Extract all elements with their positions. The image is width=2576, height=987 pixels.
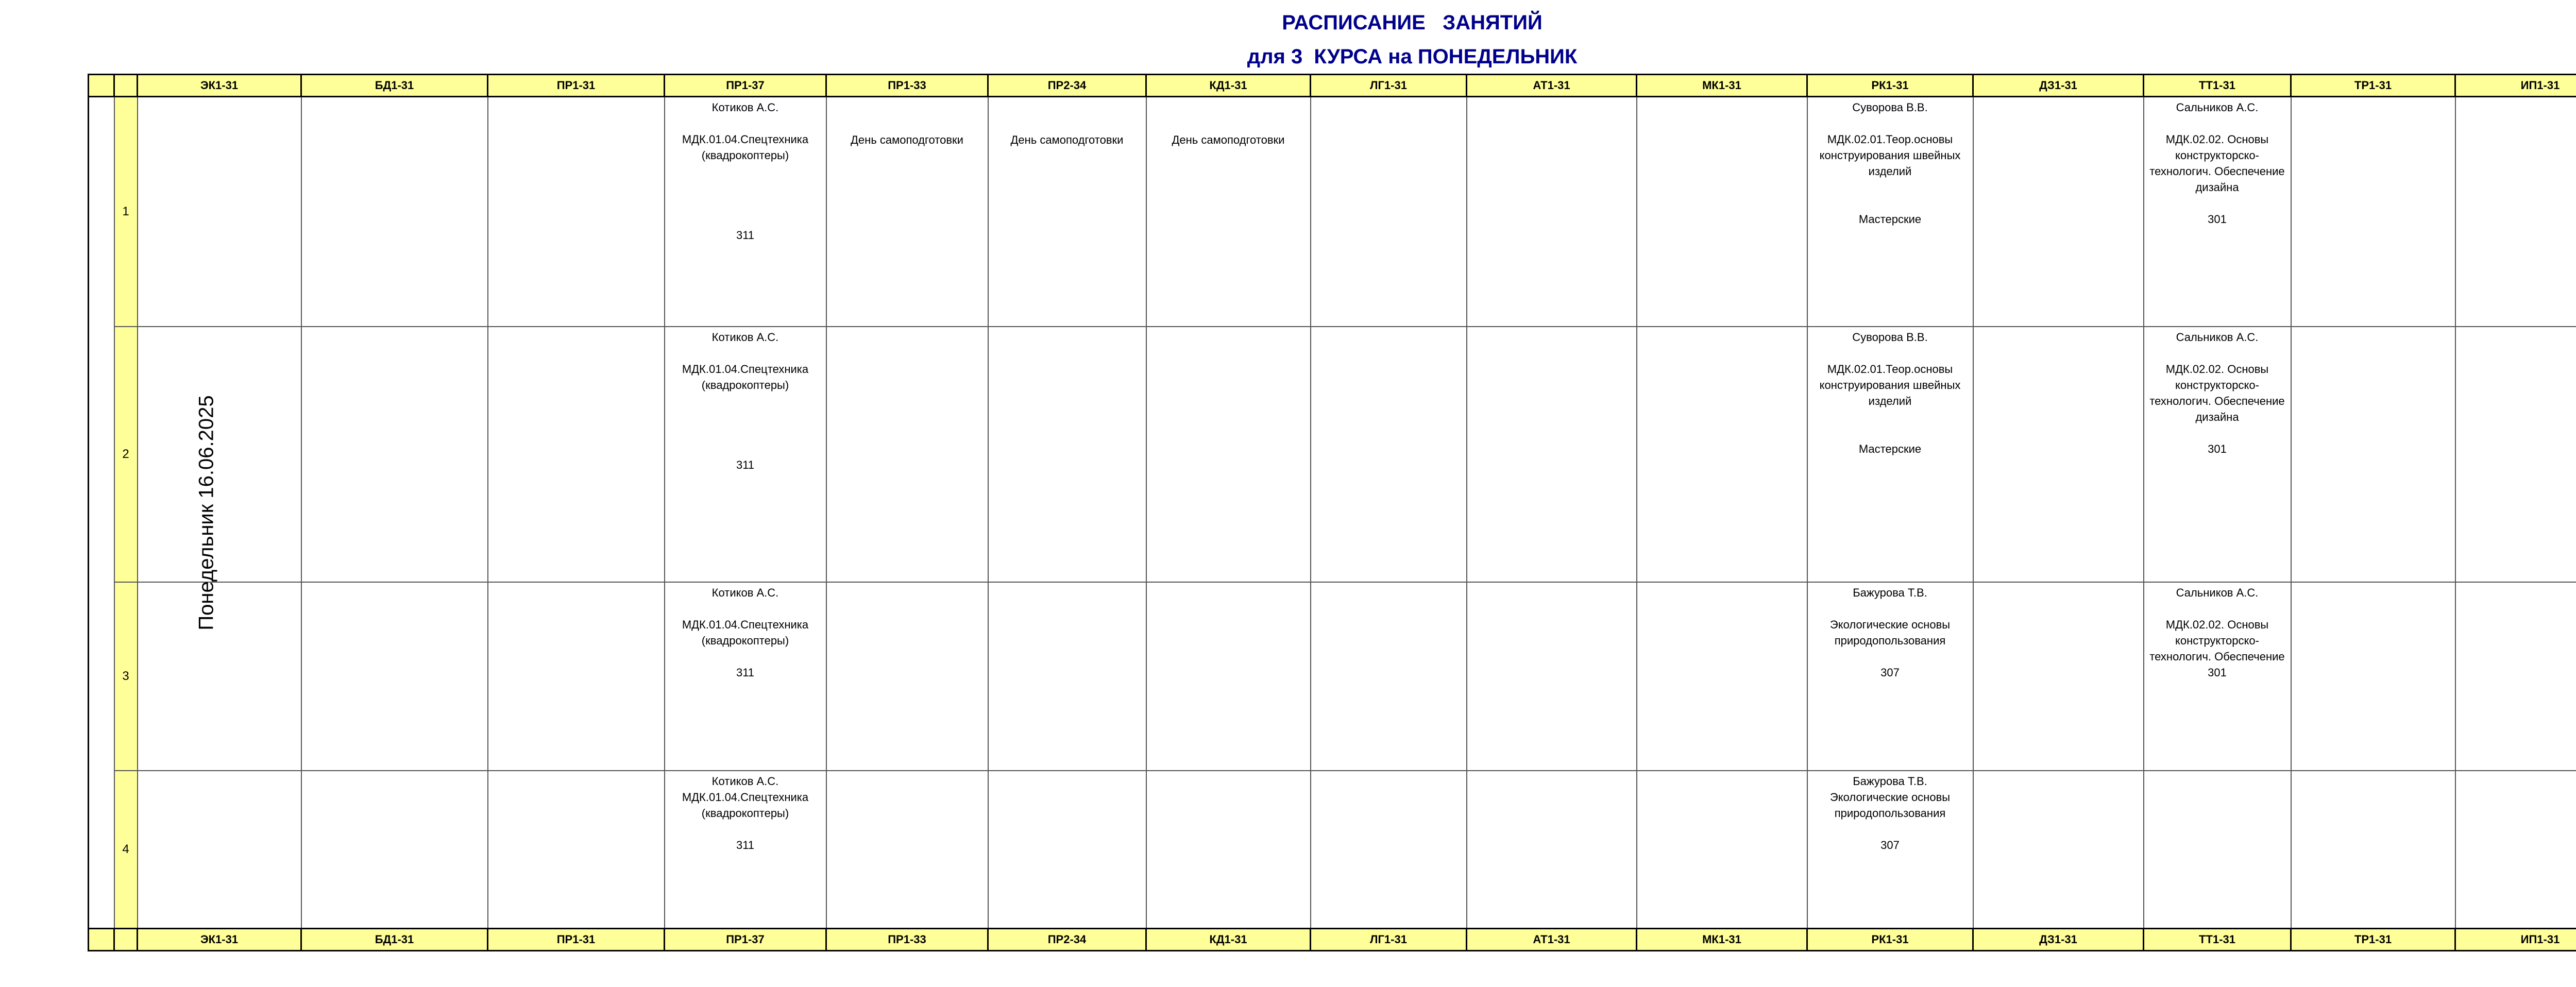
room-number: Мастерские: [1858, 443, 1922, 455]
pair-number: 2: [114, 327, 138, 582]
subject-name: МДК.01.04.Спецтехника (квадрокоптеры): [682, 133, 809, 162]
teacher-name: Суворова В.В.: [1852, 101, 1928, 114]
day-cell: [89, 97, 218, 929]
lesson-cell: [1807, 771, 1973, 929]
schedule-cell: [1311, 771, 1467, 929]
group-footer: ПР1-31: [488, 929, 665, 951]
group-header: ДЗ1-31: [1973, 75, 2144, 97]
group-footer: ТР1-31: [2291, 929, 2455, 951]
room-number: 301: [2208, 666, 2227, 679]
group-header: РК1-31: [1807, 75, 1973, 97]
lesson-cell: [1146, 97, 1311, 327]
teacher-name: Котиков А.С.: [711, 101, 779, 114]
room-number: Мастерские: [1858, 213, 1922, 226]
room-number: 311: [736, 839, 755, 852]
group-footer: БД1-31: [301, 929, 488, 951]
self-study-text: День самоподготовки: [851, 133, 963, 146]
group-footer: МК1-31: [1637, 929, 1807, 951]
schedule-cell: [988, 582, 1146, 771]
schedule-subtitle: для 3 КУРСА на ПОНЕДЕЛЬНИК: [1247, 45, 1578, 68]
group-header: БД1-31: [301, 75, 488, 97]
subject-name: МДК.02.01.Теор.основы конструирования швейных изделий: [1819, 133, 1961, 178]
schedule-cell: [488, 327, 665, 582]
pair-number: 4: [114, 771, 138, 929]
teacher-name: Сальников А.С.: [2176, 101, 2259, 114]
pair-row-2: [89, 327, 2576, 582]
teacher-name: Котиков А.С.: [711, 586, 779, 599]
schedule-cell: [988, 771, 1146, 929]
teacher-name: Сальников А.С.: [2176, 331, 2259, 344]
group-footer: ТТ1-31: [2144, 929, 2291, 951]
schedule-cell: [1311, 327, 1467, 582]
subject-name: МДК.02.02. Основы конструкторско-технологич. Обеспечение: [2149, 618, 2285, 663]
schedule-cell: [1637, 97, 1807, 327]
lesson-cell: [665, 771, 826, 929]
self-study-text: День самоподготовки: [1172, 133, 1285, 146]
pair-row-3: [89, 582, 2576, 771]
schedule-cell: [301, 771, 488, 929]
group-footer: ПР2-34: [988, 929, 1146, 951]
schedule-cell: [2144, 771, 2291, 929]
schedule-cell: [1467, 327, 1637, 582]
lesson-cell: [665, 582, 826, 771]
lesson-cell: [2144, 97, 2291, 327]
teacher-name: Котиков А.С.: [711, 331, 779, 344]
group-header: МК1-31: [1637, 75, 1807, 97]
schedule-cell: [1146, 582, 1311, 771]
group-header: ЭК1-31: [138, 75, 301, 97]
schedule-table: [88, 74, 2576, 951]
header-corner: [89, 75, 114, 97]
schedule-cell: [488, 582, 665, 771]
subject-name: МДК.02.01.Теор.основы конструирования швейных изделий: [1819, 363, 1961, 407]
schedule-cell: [138, 771, 301, 929]
footer-corner: [114, 929, 138, 951]
group-footer: КД1-31: [1146, 929, 1311, 951]
schedule-cell: [488, 771, 665, 929]
pair-row-1: [89, 97, 2576, 327]
schedule-cell: [1311, 582, 1467, 771]
subject-name: МДК.01.04.Спецтехника (квадрокоптеры): [682, 363, 809, 392]
schedule-cell: [2455, 582, 2576, 771]
group-footer: ЛГ1-31: [1311, 929, 1467, 951]
schedule-cell: [826, 582, 988, 771]
schedule-cell: [826, 771, 988, 929]
group-footer: РК1-31: [1807, 929, 1973, 951]
group-header: ПР2-34: [988, 75, 1146, 97]
subject-name: Экологические основы природопользования: [1829, 791, 1951, 820]
group-footer: АТ1-31: [1467, 929, 1637, 951]
subject-name: МДК.01.04.Спецтехника (квадрокоптеры): [682, 791, 809, 820]
header-row-bottom: [89, 929, 2576, 951]
group-footer: ПР1-37: [665, 929, 826, 951]
schedule-cell: [1467, 771, 1637, 929]
schedule-title: РАСПИСАНИЕ ЗАНЯТИЙ: [1282, 11, 1543, 34]
group-header: ПР1-37: [665, 75, 826, 97]
lesson-cell: [2144, 582, 2291, 771]
schedule-cell: [2291, 327, 2455, 582]
self-study-text: День самоподготовки: [1010, 133, 1124, 146]
lesson-cell: [1807, 327, 1973, 582]
schedule-cell: [2455, 327, 2576, 582]
schedule-cell: [1637, 582, 1807, 771]
group-header: ТТ1-31: [2144, 75, 2291, 97]
schedule-cell: [1973, 327, 2144, 582]
group-header: ПР1-31: [488, 75, 665, 97]
day-label: Понедельник 16.06.2025: [195, 395, 218, 631]
lesson-cell: [665, 97, 826, 327]
schedule-cell: [138, 327, 301, 582]
teacher-name: Бажурова Т.В.: [1853, 775, 1927, 788]
schedule-cell: [1637, 771, 1807, 929]
group-footer: ЭК1-31: [138, 929, 301, 951]
group-header: ИП1-31: [2455, 75, 2576, 97]
group-header: ПР1-33: [826, 75, 988, 97]
schedule-cell: [301, 327, 488, 582]
room-number: 311: [736, 229, 755, 242]
schedule-cell: [1973, 97, 2144, 327]
schedule-cell: [826, 327, 988, 582]
lesson-cell: [1807, 582, 1973, 771]
schedule-cell: [1146, 771, 1311, 929]
room-number: 307: [1880, 666, 1900, 679]
schedule-cell: [2291, 582, 2455, 771]
room-number: 311: [736, 458, 755, 471]
schedule-cell: [1973, 582, 2144, 771]
room-number: 301: [2208, 213, 2227, 226]
group-header: ТР1-31: [2291, 75, 2455, 97]
subject-name: МДК.01.04.Спецтехника (квадрокоптеры): [682, 618, 809, 647]
schedule-cell: [2291, 771, 2455, 929]
room-number: 301: [2208, 443, 2227, 455]
teacher-name: Суворова В.В.: [1852, 331, 1928, 344]
subject-name: МДК.02.02. Основы конструкторско-технологич. Обеспечение дизайна: [2149, 133, 2285, 194]
header-corner: [114, 75, 138, 97]
group-header: АТ1-31: [1467, 75, 1637, 97]
schedule-cell: [2455, 97, 2576, 327]
lesson-cell: [2144, 327, 2291, 582]
teacher-name: Бажурова Т.В.: [1853, 586, 1927, 599]
schedule-cell: [1637, 327, 1807, 582]
schedule-cell: [1146, 327, 1311, 582]
lesson-cell: [1807, 97, 1973, 327]
footer-corner: [89, 929, 114, 951]
schedule-cell: [488, 97, 665, 327]
schedule-cell: [1311, 97, 1467, 327]
schedule-cell: [301, 582, 488, 771]
group-footer: ИП1-31: [2455, 929, 2576, 951]
lesson-cell: [826, 97, 988, 327]
teacher-name: Сальников А.С.: [2176, 586, 2259, 599]
pair-number: 3: [114, 582, 138, 771]
group-header: ЛГ1-31: [1311, 75, 1467, 97]
group-footer: ПР1-33: [826, 929, 988, 951]
teacher-name: Котиков А.С.: [711, 775, 779, 788]
schedule-cell: [1973, 771, 2144, 929]
schedule-cell: [2455, 771, 2576, 929]
schedule-cell: [1467, 97, 1637, 327]
room-number: 311: [736, 666, 755, 679]
schedule-cell: [138, 582, 301, 771]
schedule-cell: [301, 97, 488, 327]
subject-name: МДК.02.02. Основы конструкторско-технологич. Обеспечение дизайна: [2149, 363, 2285, 423]
lesson-cell: [665, 327, 826, 582]
subject-name: Экологические основы природопользования: [1829, 618, 1951, 647]
header-row-top: [89, 75, 2576, 97]
schedule-cell: [138, 97, 301, 327]
pair-number: 1: [114, 97, 138, 327]
group-footer: ДЗ1-31: [1973, 929, 2144, 951]
pair-row-4: [89, 771, 2576, 929]
schedule-cell: [1467, 582, 1637, 771]
lesson-cell: [988, 97, 1146, 327]
room-number: 307: [1880, 839, 1900, 852]
schedule-cell: [988, 327, 1146, 582]
group-header: КД1-31: [1146, 75, 1311, 97]
schedule-cell: [2291, 97, 2455, 327]
